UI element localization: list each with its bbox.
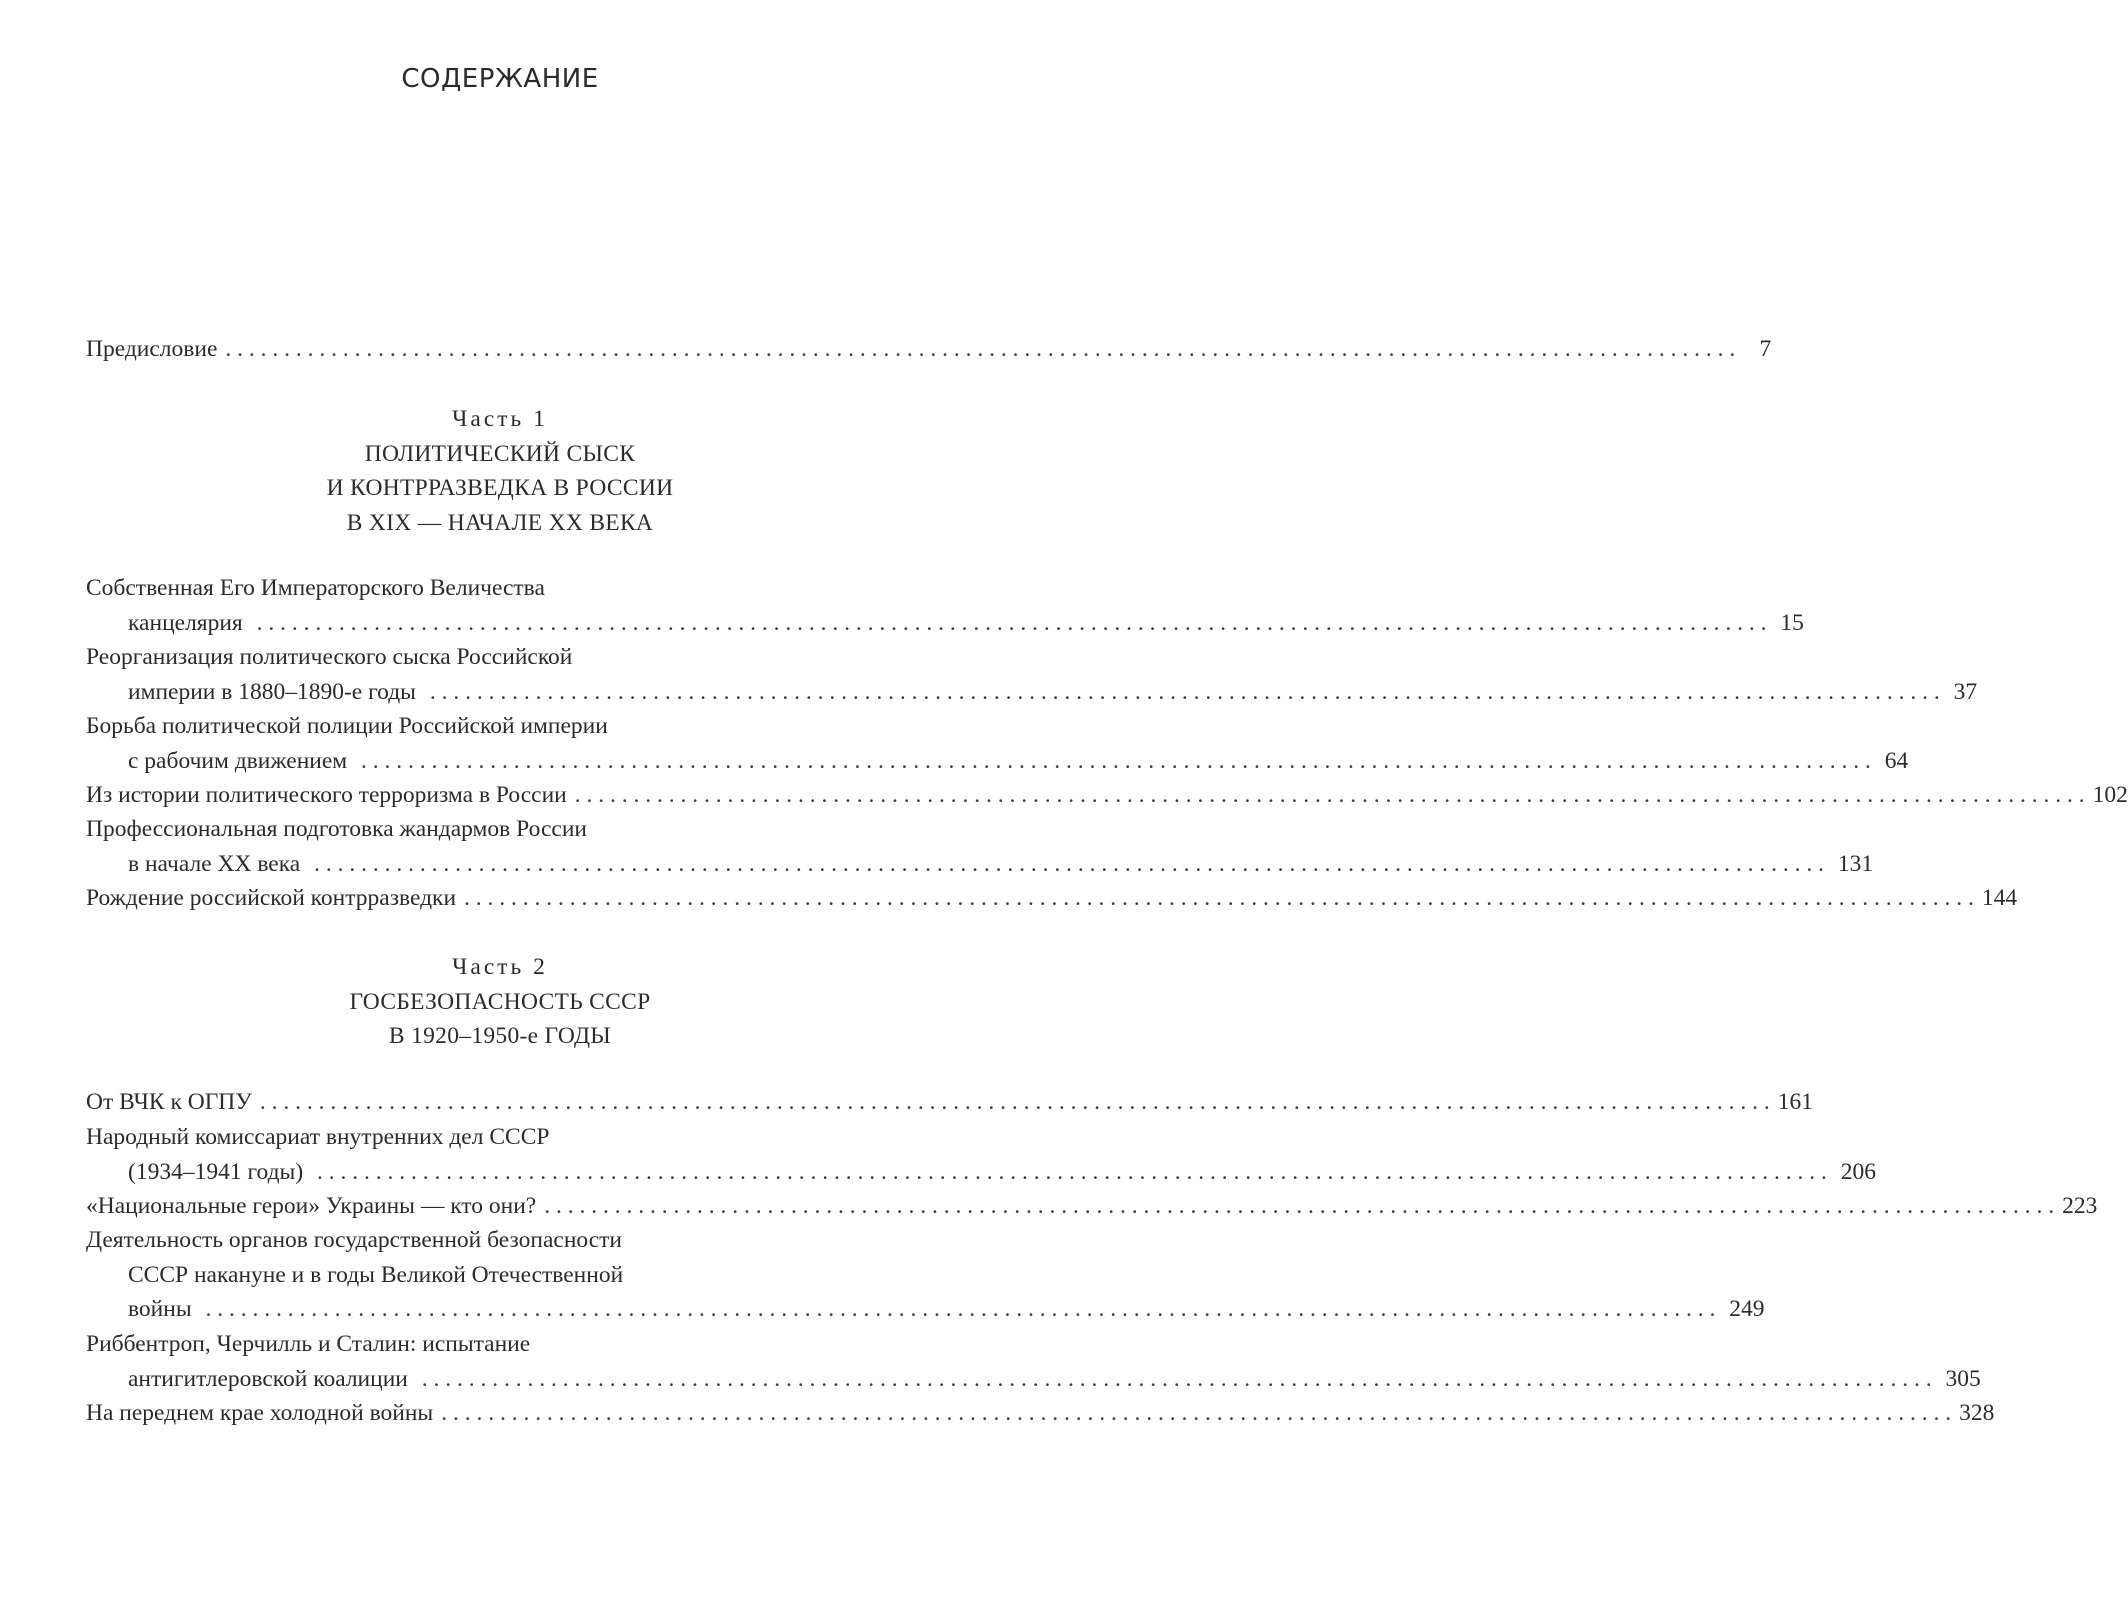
toc-entry-page: 15 <box>1780 609 1804 636</box>
toc-entry[interactable] <box>86 1223 1765 1327</box>
part-title-line: И КОНТРРАЗВЕДКА В РОССИИ <box>326 475 674 501</box>
dot-leader <box>314 851 1824 877</box>
part-title-line: В XIX — НАЧАЛЕ XX ВЕКА <box>346 509 654 536</box>
toc-entry[interactable] <box>86 881 2018 916</box>
toc-entry-title-cont: в начале XX века <box>128 850 301 877</box>
dot-leader <box>225 332 1735 367</box>
toc-entry[interactable] <box>86 1189 2098 1224</box>
toc-entry[interactable] <box>86 812 1874 881</box>
dot-leader <box>544 1189 2054 1224</box>
toc-entry-page: 37 <box>1953 678 1978 705</box>
toc-entry[interactable] <box>86 1120 1877 1189</box>
dot-leader <box>430 679 1940 705</box>
toc-entry[interactable] <box>86 1327 1981 1396</box>
part-number: Часть 2 <box>452 954 548 980</box>
part-number: Часть 1 <box>452 406 548 432</box>
toc-entry-title: Народный комиссариат внутренних дел СССР <box>86 1124 550 1150</box>
part-1-heading <box>0 402 1000 540</box>
toc-entry-preface[interactable] <box>86 332 1772 367</box>
dot-leader <box>317 1159 1827 1185</box>
toc-entry[interactable] <box>86 1085 1814 1120</box>
toc-entry-title-cont: войны <box>128 1296 192 1323</box>
toc-entry-title: Реорганизация политического сыска Российской <box>86 644 573 670</box>
toc-heading: СОДЕРЖАНИЕ <box>401 64 599 94</box>
toc-entry-title: «Национальные герои» Украины — кто они? <box>86 1193 537 1219</box>
dot-leader <box>361 748 1871 774</box>
toc-entry-title: От ВЧК к ОГПУ <box>86 1089 252 1115</box>
toc-entry-title-cont: (1934–1941 годы) <box>128 1158 304 1185</box>
toc-entry-title: На переднем крае холодной войны <box>86 1400 434 1426</box>
toc-entry-title-cont: антигитлеровской коалиции <box>128 1365 408 1392</box>
toc-entry-title-cont: СССР накануне и в годы Великой Отечественной <box>128 1261 624 1288</box>
dot-leader <box>464 881 1974 916</box>
toc-entry[interactable] <box>86 1396 1995 1431</box>
toc-entry-title-cont: канцелярия <box>128 609 243 636</box>
dot-leader <box>260 1085 1770 1120</box>
toc-entry-title: Риббентроп, Черчилль и Сталин: испытание <box>86 1331 531 1357</box>
toc-entry-title: Из истории политического терроризма в России <box>86 782 567 808</box>
toc-entry-title: Собственная Его Императорского Величества <box>86 575 545 601</box>
toc-entry-page: 161 <box>1777 1089 1814 1115</box>
toc-entry-title: Борьба политической полиции Российской империи <box>86 713 608 739</box>
toc-entry-page: 144 <box>1981 885 2018 911</box>
toc-entry[interactable] <box>86 709 1909 778</box>
toc-entry[interactable] <box>86 640 1978 709</box>
toc-entry-title: Рождение российской контрразведки <box>86 885 457 911</box>
part-2-heading <box>0 950 1000 1054</box>
part-title-line: ГОСБЕЗОПАСНОСТЬ СССР <box>349 988 651 1015</box>
part-title-line: В 1920–1950-е ГОДЫ <box>388 1023 612 1049</box>
toc-entry-page: 328 <box>1959 1400 1995 1426</box>
toc-entry[interactable] <box>86 571 1804 640</box>
toc-entry-page: 305 <box>1945 1365 1981 1392</box>
dot-leader <box>206 1296 1716 1322</box>
toc-entry-title: Деятельность органов государственной безопасности <box>86 1227 623 1253</box>
toc-entry-title-cont: с рабочим движением <box>128 747 348 774</box>
dot-leader <box>422 1366 1932 1392</box>
part-title-line: ПОЛИТИЧЕСКИЙ СЫСК <box>364 440 636 467</box>
dot-leader <box>441 1396 1951 1431</box>
toc-entry-title: Предисловие <box>86 336 218 362</box>
dot-leader <box>575 778 2085 813</box>
toc-entry-page: 223 <box>2062 1193 2098 1219</box>
toc-entry-page: 249 <box>1729 1296 1765 1323</box>
toc-entry-title-cont: империи в 1880–1890-е годы <box>128 678 416 705</box>
toc-entry-page: 131 <box>1837 850 1874 877</box>
toc-entry-page: 7 <box>1759 336 1772 362</box>
toc-entry-page: 206 <box>1840 1158 1877 1185</box>
toc-entry-page: 64 <box>1884 747 1909 774</box>
toc-entry[interactable] <box>86 778 2128 813</box>
dot-leader <box>257 610 1767 636</box>
toc-entry-page: 102 <box>2092 782 2128 808</box>
toc-entry-title: Профессиональная подготовка жандармов России <box>86 816 587 842</box>
